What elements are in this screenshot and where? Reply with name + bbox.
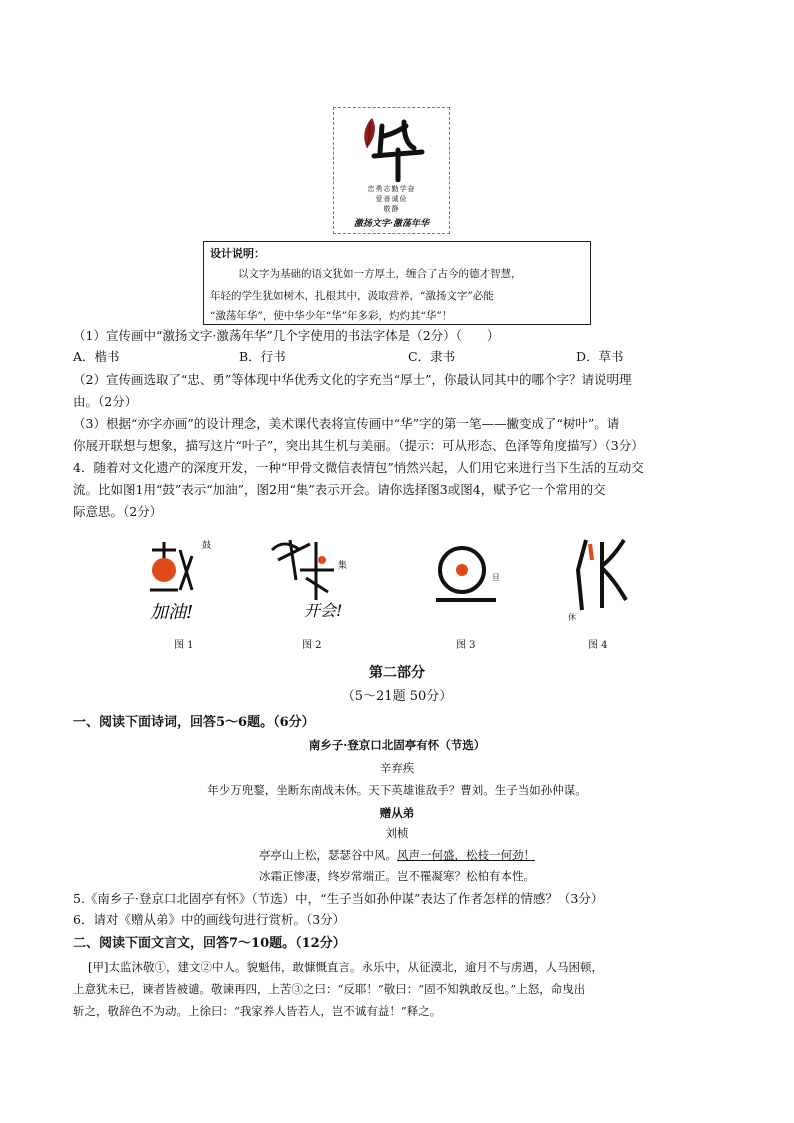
q2-line2: 由。（2分） [73, 394, 138, 409]
figure2-text: 开会! [304, 601, 343, 620]
design-note-line2: 年轻的学生犹如树木，扎根其中，汲取营养，“激扬文字”必能 [210, 290, 494, 302]
q1-stem: （1）宣传画中“激扬文字·激荡年华”几个字使用的书法字体是（2分）（ ） [73, 328, 500, 343]
section2-heading: 二、阅读下面文言文，回答7～10题。（12分） [73, 936, 346, 951]
q1-option-b: B．行书 [239, 349, 286, 364]
design-note-title: 设计说明： [210, 247, 265, 260]
q6: 6．请对《赠从弟》中的画线句进行赏析。（3分） [73, 912, 346, 927]
poem2-line1 [0, 850, 794, 862]
figure4-char: 休 [568, 613, 576, 622]
poem2-title: 赠从弟 [379, 806, 415, 820]
section1-heading: 一、阅读下面诗词，回答5～6题。（6分） [73, 715, 315, 730]
poster-virtues-line3: 敬静 [383, 205, 400, 213]
poem1-title: 南乡子·登京口北固亭有怀（节选） [308, 738, 486, 752]
q4-line1: 4．随着对文化遗产的深度开发，一种“甲骨文微信表情包”悄然兴起，人们用它来进行当下生活的互动交 [73, 460, 644, 475]
passage-line1: [甲]太监沐敬①，建文②中人。貌魁伟，敢慷慨直言。永乐中，从征漠北，逾月不与虏遇，人马困顿， [88, 960, 603, 974]
poem2-author: 刘桢 [385, 826, 409, 840]
design-note-line1: 以文字为基础的语文犹如一方厚土，缠合了古今的德才智慧， [238, 268, 522, 280]
poster-virtues-line2: 爱善诚俭 [375, 195, 408, 203]
q4-line3: 际意思。（2分） [73, 504, 163, 519]
poem2-line1-plain: 亭亭山上松，瑟瑟谷中风。 [259, 848, 397, 862]
design-note-box [203, 241, 591, 325]
poem1-text: 年少万兜鍪，坐断东南战未休。天下英雄谁敌手？曹刘。生子当如孙仲谋。 [207, 783, 587, 797]
figure1-text: 加油! [150, 602, 194, 623]
q1-option-a: A．楷书 [73, 349, 120, 364]
figure3-label: 图 3 [456, 640, 476, 651]
oracle-bone-figures [140, 520, 632, 630]
poem2-underlined-line: 风声一何盛，松枝一何劲！ [397, 848, 535, 862]
figure2-char: 集 [338, 561, 348, 571]
q4-line2: 流。比如图1用“鼓”表示“加油”，图2用“集”表示开会。请你选择图3或图4，赋予它一个常用的交 [73, 482, 606, 497]
q1-option-c: C．隶书 [408, 349, 456, 364]
passage-line2: 上意犹未已，谏者皆被谴。敬谏再四，上苦③之曰：“反耶！”敬曰：“固不知孰敢反也。”上怒，命曳出 [73, 982, 586, 996]
poster-character-art [334, 112, 449, 182]
passage-line3: 斩之，敬辞色不为动。上徐曰：“我家养人皆若人，岂不诚有益！”释之。 [73, 1004, 442, 1018]
poster-slogan: 激扬文字·激荡年华 [353, 219, 430, 229]
design-note-line3: “激荡年华”，使中华少年“华”年多彩，灼灼其“华”！ [210, 310, 453, 322]
figure1-char: 鼓 [202, 541, 212, 551]
q3-line1: （3）根据“亦字亦画”的设计理念，美术课代表将宣传画中“华”字的第一笔——撇变成了“树叶”。请 [73, 416, 620, 431]
q5: 5.《南乡子·登京口北固亭有怀》（节选）中，“生子当如孙仲谋”表达了作者怎样的情感？（3分） [73, 891, 604, 906]
figure4-label: 图 4 [588, 640, 608, 651]
figure1-drum-icon [150, 539, 211, 623]
figure2-label: 图 2 [302, 640, 322, 651]
q1-option-d: D．草书 [576, 349, 624, 364]
part2-title: 第二部分 [369, 665, 425, 681]
figure1-label: 图 1 [174, 640, 194, 651]
poem1-author: 辛弃疾 [379, 761, 415, 775]
poem2-line2: 冰霜正惨凄，终岁常端正。岂不罹凝寒？松柏有本性。 [259, 869, 535, 883]
q2-line1: （2）宣传画选取了“忠、勇”等体现中华优秀文化的字充当“厚土”，你最认同其中的哪个字？请说明理 [73, 372, 632, 387]
part2-range: （5～21题 50分） [341, 689, 453, 704]
figure4-rest-icon [568, 540, 626, 622]
poster-virtues-line1: 忠勇志勤学奋 [367, 185, 416, 193]
poster-image [333, 107, 450, 234]
q3-line2: 你展开联想与想象，描写这片“叶子”，突出其生机与美丽。（提示：可从形态、色泽等角度描写）（3分） [73, 438, 644, 453]
figure2-gather-icon [272, 540, 347, 620]
figure3-char: 旦 [492, 573, 500, 582]
figure3-dawn-icon [436, 548, 500, 600]
